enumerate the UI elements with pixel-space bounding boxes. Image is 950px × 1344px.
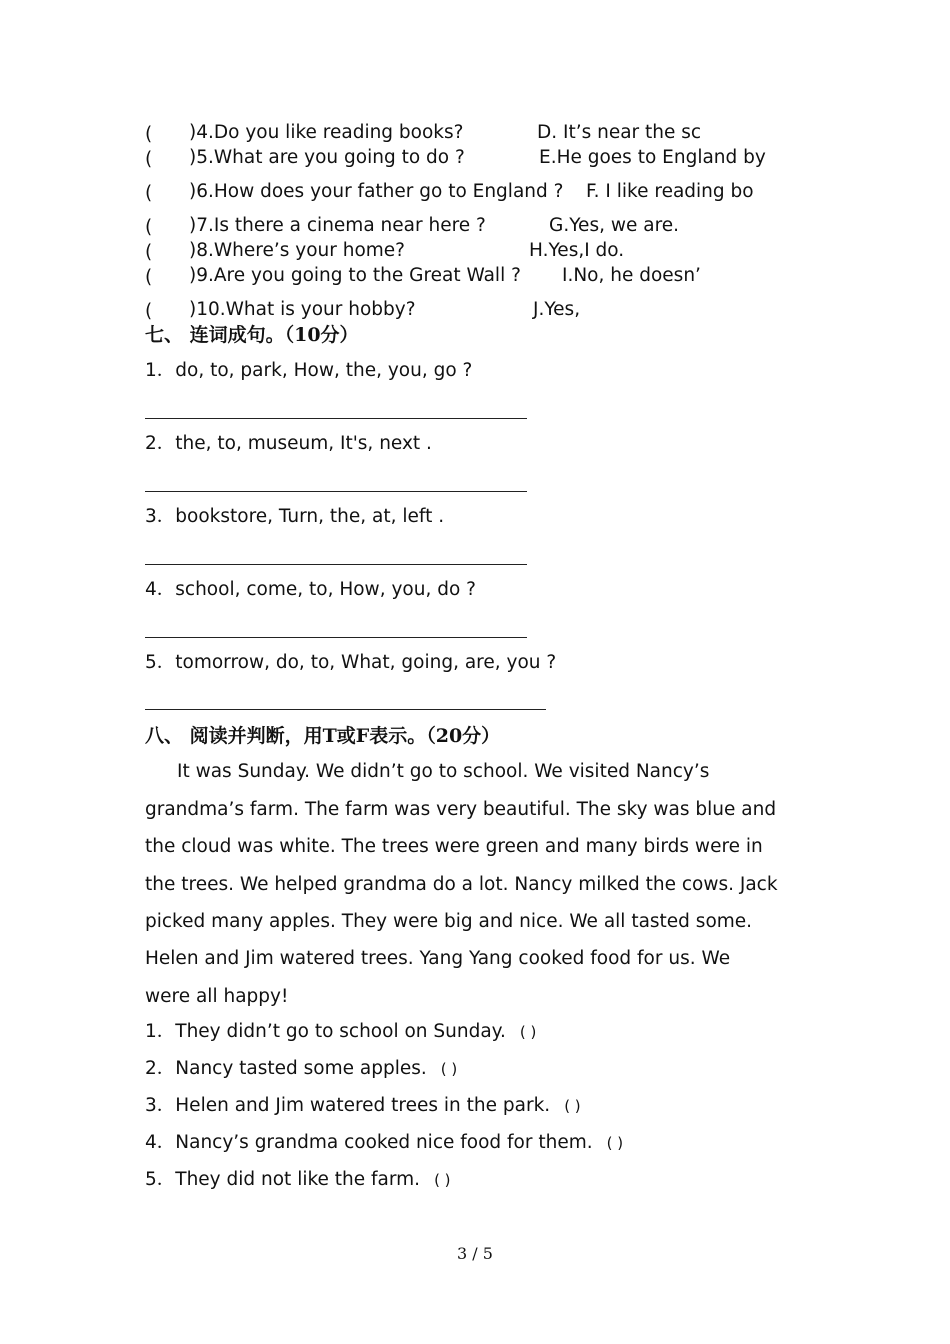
statement-item — [145, 1023, 536, 1042]
statement-text: 2．Nancy tasted some apples. — [145, 1058, 427, 1079]
bracket-open: ( — [145, 267, 153, 288]
answer-blank[interactable] — [145, 491, 527, 492]
statement-item — [145, 1097, 581, 1116]
passage-line: the trees. We helped grandma do a lot. Nancy milked the cows. Jack — [145, 874, 778, 895]
question: )6.How does your father go to England ? — [189, 181, 564, 202]
answer-blank[interactable] — [145, 709, 546, 710]
bracket-open: ( — [145, 149, 153, 170]
bracket-open: ( — [145, 183, 153, 204]
answer-option: G.Yes, we are. — [549, 215, 680, 236]
bracket-open: ( — [145, 242, 153, 263]
answer-blank[interactable] — [145, 637, 527, 638]
passage-line: It was Sunday. We didn’t go to school. We visited Nancy’s — [177, 761, 710, 782]
section-7-heading: 七、 连词成句。（10分） — [145, 324, 359, 346]
question: )4.Do you like reading books? — [189, 122, 464, 143]
answer-option: F. I like reading bo — [586, 181, 754, 202]
passage-line: picked many apples. They were big and nice. We all tasted some. — [145, 911, 753, 932]
answer-blank[interactable] — [145, 564, 527, 565]
page-number: 3 / 5 — [457, 1244, 493, 1263]
sentence-item: 5．tomorrow, do, to, What, going, are, you ? — [145, 652, 557, 673]
question: )10.What is your hobby? — [189, 299, 416, 320]
statement-text: 1．They didn’t go to school on Sunday. — [145, 1021, 506, 1042]
answer-option: J.Yes, — [533, 299, 581, 320]
question: )7.Is there a cinema near here ? — [189, 215, 486, 236]
bracket-open: ( — [145, 301, 153, 322]
answer-option: E.He goes to England by — [539, 147, 766, 168]
question: )8.Where’s your home? — [189, 240, 405, 261]
passage-line: were all happy! — [145, 986, 289, 1007]
passage-line: Helen and Jim watered trees. Yang Yang cooked food for us. We — [145, 948, 731, 969]
statement-text: 4．Nancy’s grandma cooked nice food for them. — [145, 1132, 593, 1153]
bracket-open: ( — [145, 217, 153, 238]
sentence-item: 4．school, come, to, How, you, do ? — [145, 579, 476, 600]
answer-bracket[interactable]: ( ) — [606, 1134, 624, 1152]
answer-bracket[interactable]: ( ) — [440, 1060, 458, 1078]
question: )9.Are you going to the Great Wall ? — [189, 265, 521, 286]
answer-bracket[interactable]: ( ) — [564, 1097, 581, 1115]
question: )5.What are you going to do ? — [189, 147, 465, 168]
section-8-heading: 八、 阅读并判断，用T或F表示。（20分） — [145, 725, 501, 747]
passage-line: the cloud was white. The trees were green and many birds were in — [145, 836, 763, 857]
answer-bracket[interactable]: ( ) — [519, 1023, 537, 1041]
statement-text: 5．They did not like the farm. — [145, 1169, 421, 1190]
bracket-open: ( — [145, 124, 153, 145]
sentence-item: 2．the, to, museum, It's, next . — [145, 433, 432, 454]
answer-option: I.No, he doesn’ — [562, 265, 701, 286]
statement-text: 3．Helen and Jim watered trees in the park. — [145, 1095, 551, 1116]
answer-option: D. It’s near the sc — [537, 122, 702, 143]
answer-bracket[interactable]: ( ) — [434, 1171, 451, 1189]
sentence-item: 3．bookstore, Turn, the, at, left . — [145, 506, 445, 527]
statement-item — [145, 1134, 623, 1153]
statement-item — [145, 1060, 457, 1079]
statement-item — [145, 1171, 451, 1190]
answer-blank[interactable] — [145, 418, 527, 419]
answer-option: H.Yes,I do. — [529, 240, 625, 261]
sentence-item: 1．do, to, park, How, the, you, go ? — [145, 360, 473, 381]
passage-line: grandma’s farm. The farm was very beautiful. The sky was blue and — [145, 799, 777, 820]
